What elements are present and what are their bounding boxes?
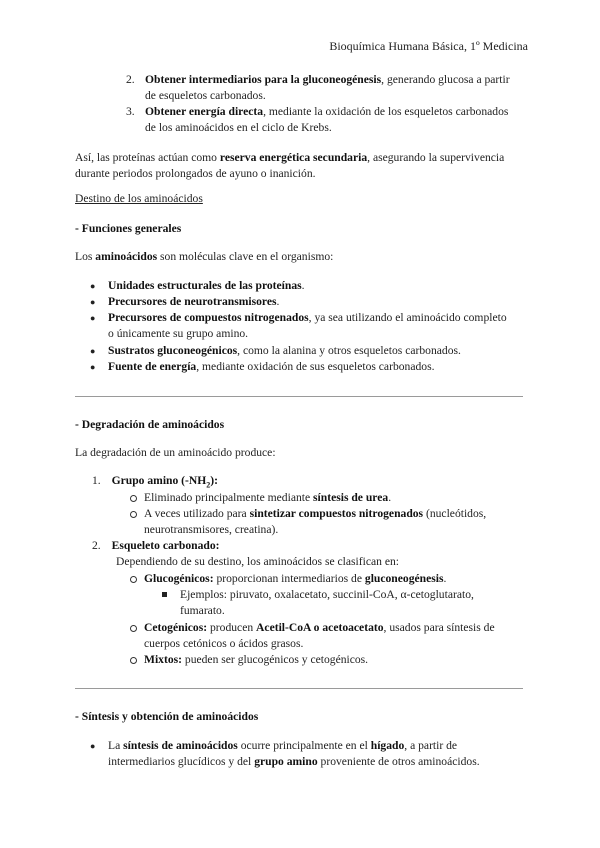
item-number: 3. xyxy=(126,105,135,118)
text: Así, las proteínas actúan como xyxy=(75,151,220,164)
section-title: Destino de los aminoácidos xyxy=(75,192,203,205)
circle-bullet-icon xyxy=(130,511,137,518)
sub-item-mixtos: Mixtos: pueden ser glucogénicos y cetogénicos. xyxy=(130,652,530,668)
divider xyxy=(75,688,523,689)
bullet-icon: ● xyxy=(90,346,96,356)
circle-bullet-icon xyxy=(130,657,137,664)
degradacion-intro: La degradación de un aminoácido produce: xyxy=(75,446,276,459)
funciones-intro: Los aminoácidos son moléculas clave en el organismo: xyxy=(75,250,334,263)
numbered-item-2 xyxy=(126,72,526,104)
square-bullet-icon xyxy=(162,592,167,597)
divider xyxy=(75,396,523,397)
sub-item: A veces utilizado para sintetizar compuestos nitrogenados (nucleótidos, neurotransmisores, creatina). xyxy=(130,506,530,538)
item-number: 2. xyxy=(126,73,135,86)
bullet-icon: ● xyxy=(90,297,96,307)
item-bold: Obtener intermediarios para la gluconeogénesis xyxy=(145,73,382,86)
item-text-line2: de esqueletos carbonados. xyxy=(145,89,266,102)
page-header: Bioquímica Humana Básica, 1º Medicina xyxy=(329,39,528,53)
item-text: , mediante la oxidación de los esqueletos carbonados xyxy=(263,105,509,118)
item-text: , generando glucosa a partir xyxy=(381,73,510,86)
item-bold: Obtener energía directa xyxy=(145,105,264,118)
text-bold: reserva energética secundaria xyxy=(219,151,368,164)
heading-degradacion: - Degradación de aminoácidos xyxy=(75,418,225,431)
circle-bullet-icon xyxy=(130,625,137,632)
sub-item: Eliminado principalmente mediante síntesis de urea. xyxy=(130,490,530,506)
list-item: ● Precursores de neurotransmisores. xyxy=(90,295,280,308)
bullet-icon: ● xyxy=(90,741,96,751)
bullet-icon: ● xyxy=(90,362,96,372)
sub-item-cetogenicos: Cetogénicos: producen Acetil-CoA o acetoacetato, usados para síntesis de cuerpos cetónicos o ácidos grasos. xyxy=(130,620,530,652)
heading-funciones: - Funciones generales xyxy=(75,222,182,235)
list-item: ● Precursores de compuestos nitrogenados, ya sea utilizando el aminoácido completo o únicamente su grupo amino. xyxy=(90,311,507,340)
circle-bullet-icon xyxy=(130,576,137,583)
text: , asegurando la supervivencia xyxy=(367,151,505,164)
paragraph-reserva xyxy=(75,150,535,182)
list-item: ● Unidades estructurales de las proteínas. xyxy=(90,279,305,292)
list-item: ● Sustratos gluconeogénicos, como la alanina y otros esqueletos carbonados. xyxy=(90,344,461,357)
degradacion-item-1: 1. Grupo amino $(-NH_2)$: xyxy=(92,474,219,490)
circle-bullet-icon xyxy=(130,495,137,502)
sub-item-glucogenicos: Glucogénicos: proporcionan intermediarios de gluconeogénesis. xyxy=(130,571,530,587)
text: durante periodos prolongados de ayuno o inanición. xyxy=(75,167,316,180)
degradacion-item-2-desc: Dependiendo de su destino, los aminoácidos se clasifican en: xyxy=(116,555,400,568)
bullet-icon: ● xyxy=(90,313,96,323)
bullet-icon: ● xyxy=(90,281,96,291)
heading-sintesis: - Síntesis y obtención de aminoácidos xyxy=(75,710,259,723)
degradacion-item-2: 2. Esqueleto carbonado: xyxy=(92,539,220,552)
numbered-item-3 xyxy=(126,104,526,136)
item-text-line2: de los aminoácidos en el ciclo de Krebs. xyxy=(145,121,332,134)
list-item: ● Fuente de energía, mediante oxidación de sus esqueletos carbonados. xyxy=(90,360,435,373)
sub-sub-item-ejemplos: Ejemplos: piruvato, oxalacetato, succinil-CoA, α-cetoglutarato, fumarato. xyxy=(162,587,532,619)
list-item: ● La síntesis de aminoácidos ocurre principalmente en el hígado, a partir de intermediarios glucídicos y del grupo amino proveniente de otros aminoácidos. xyxy=(90,739,480,768)
